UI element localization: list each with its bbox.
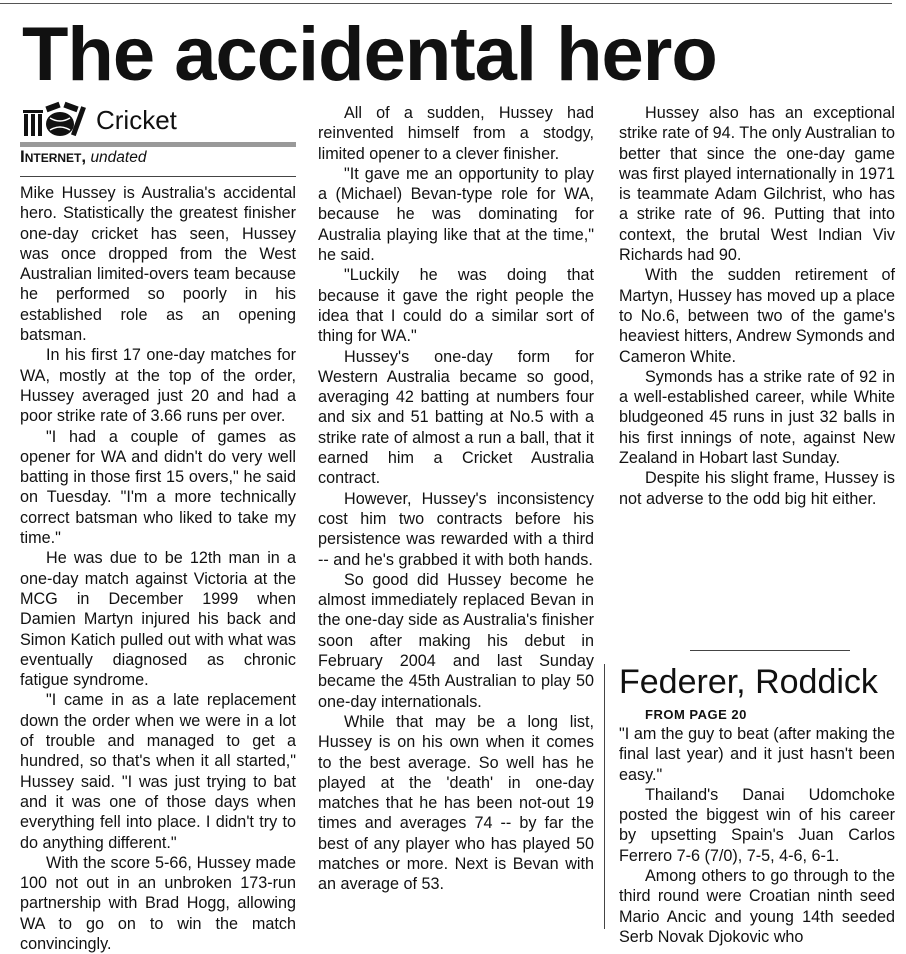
dateline-when: undated bbox=[90, 149, 147, 166]
headline: The accidental hero bbox=[22, 12, 717, 97]
paragraph: "I am the guy to beat (after making the final last year) and it just hasn't been easy." bbox=[619, 725, 895, 784]
cricket-logo-icon bbox=[20, 102, 92, 138]
paragraph: Among others to go through to the third round were Croatian ninth seed Mario Ancic and young 14th seeded Serb Novak Djokovic who bbox=[619, 867, 895, 946]
paragraph: "Luckily he was doing that because it gave the right people the idea that I could do a similar sort of thing for WA." bbox=[318, 266, 594, 346]
paragraph: "It gave me an opportunity to play a (Michael) Bevan-type role for WA, because he was dominating for Australia playing like that at the time," he said. bbox=[318, 164, 594, 265]
paragraph: He was due to be 12th man in a one-day match against Victoria at the MCG in December 1999 when Damien Martyn injured his back and Simon Katich pulled out with what was eventually diagnosed as chronic fatigue syndrome. bbox=[20, 549, 296, 690]
sidebar-story-body bbox=[619, 706, 895, 946]
paragraph: "I came in as a late replacement down the order when we were in a lot of trouble and managed to get a hundred, so that's when it all started," Hussey said. "I was just trying to bat and it was one of those days when everything fell into place. I didn't try to do anything different." bbox=[20, 691, 296, 852]
column-divider bbox=[604, 664, 605, 929]
article-column-2 bbox=[318, 103, 594, 929]
dateline-rule bbox=[20, 176, 296, 177]
paragraph: Thailand's Danai Udomchoke posted the biggest win of his career by upsetting Spain's Juan Carlos Ferrero 7-6 (7/0), 7-5, 4-6, 6-1. bbox=[619, 785, 895, 865]
paragraph: Despite his slight frame, Hussey is not adverse to the odd big hit either. bbox=[619, 469, 895, 508]
dateline bbox=[20, 147, 296, 168]
from-page-label: FROM PAGE 20 bbox=[645, 707, 747, 722]
paragraph: Hussey also has an exceptional strike rate of 94. The only Australian to better that since the one-day game was first played internationally in 1971 is teammate Adam Gilchrist, who has a strike rate of 96. Putting that into context, the brutal West Indian Viv Richards had 90. bbox=[619, 104, 895, 265]
paragraph: So good did Hussey become he almost immediately replaced Bevan in the one-day side as Australia's finisher soon after making his debut in February 2004 and last Sunday became the 45th Australian to play 50 one-day internationals. bbox=[318, 570, 594, 711]
section-header bbox=[20, 100, 296, 140]
paragraph: Mike Hussey is Australia's accidental hero. Statistically the greatest finisher one-day cricket has seen, Hussey was once dropped from the West Australian limited-overs team because he performed so poorly in his established role as an opening batsman. bbox=[20, 184, 296, 345]
article-column-1 bbox=[20, 100, 296, 953]
paragraph: Symonds has a strike rate of 92 in a well-established career, while White bludgeoned 45 runs in just 32 balls in his first innings of note, against New Zealand in Hobart last Sunday. bbox=[619, 367, 895, 468]
paragraph: In his first 17 one-day matches for WA, mostly at the top of the order, Hussey averaged just 20 and had a poor strike rate of 3.66 runs per over. bbox=[20, 346, 296, 426]
paragraph: With the sudden retirement of Martyn, Hussey has moved up a place to No.6, between two of the game's heaviest hitters, Andrew Symonds and Cameron White. bbox=[619, 266, 895, 366]
top-rule bbox=[0, 3, 892, 4]
column-1-body bbox=[20, 183, 296, 954]
paragraph: While that may be a long list, Hussey is on his own when it comes to the best average. So well has he played at the 'death' in one-day matches that he has been not-out 19 times and averages 74 -- by far the best of any player who has played 50 matches or more. Next is Bevan with an average of 53. bbox=[318, 712, 594, 894]
paragraph: With the score 5-66, Hussey made 100 not out in an unbroken 173-run partnership with Brad Hogg, allowing WA to go on to win the match convincingly. bbox=[20, 853, 296, 953]
paragraph: Hussey's one-day form for Western Australia became so good, averaging 42 batting at numbers four and six and 51 batting at No.5 with a strike rate of almost a run a ball, that it earned him a Cricket Australia contract. bbox=[318, 347, 594, 488]
dateline-city: Internet, bbox=[20, 147, 87, 166]
sidebar-headline: Federer, Roddick bbox=[619, 663, 878, 701]
paragraph: "I had a couple of games as opener for WA and didn't do very well batting in those first 15 overs," he said on Tuesday. "I'm a more technically correct batsman who liked to take my time." bbox=[20, 427, 296, 548]
paragraph: However, Hussey's inconsistency cost him two contracts before his persistence was rewarded with a third -- and he's grabbed it with both hands. bbox=[318, 489, 594, 569]
paragraph: All of a sudden, Hussey had reinvented himself from a stodgy, limited opener to a clever finisher. bbox=[318, 104, 594, 163]
story-divider-rule bbox=[690, 650, 850, 651]
article-column-3 bbox=[619, 103, 895, 643]
section-label: Cricket bbox=[96, 105, 177, 135]
